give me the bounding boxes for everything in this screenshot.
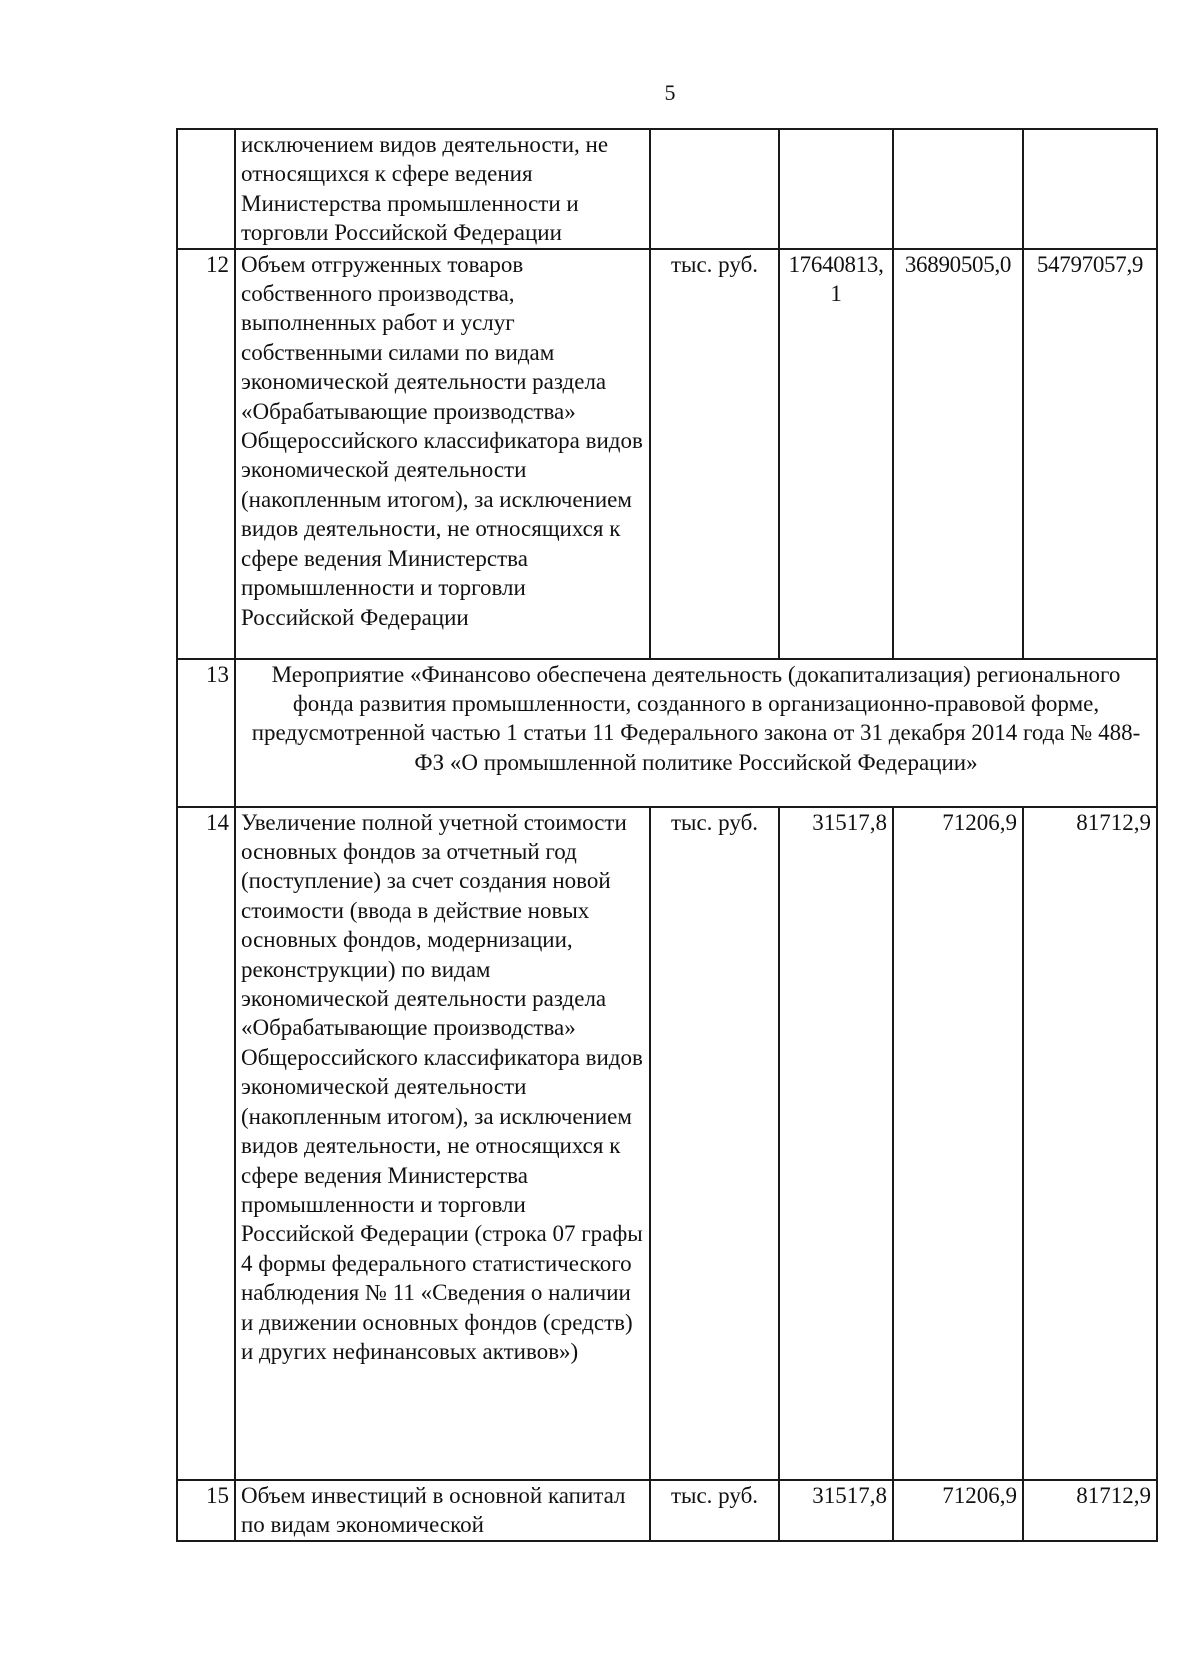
table-row <box>177 249 1157 659</box>
event-heading: Мероприятие «Финансово обеспечена деятельность (докапитализация) регионального фонда развития промышленности, созданного в организационно-правовой форме, предусмотренной частью 1 статьи 11 Федерального закона от 31 декабря 2014 года № 488-ФЗ «О промышленной политике Российской Федерации» <box>235 659 1157 807</box>
indicator-name: исключением видов деятельности, не относящихся к сфере ведения Министерства промышленности и торговли Российской Федерации <box>235 129 650 249</box>
row-number <box>177 129 235 249</box>
row-number: 13 <box>177 659 235 807</box>
value-year-1 <box>779 249 893 659</box>
value-year-1-line-1: 17640813, <box>788 251 884 277</box>
table-row <box>177 129 1157 249</box>
value-year-1: 31517,8 <box>779 807 893 1480</box>
value-year-3: 54797057,9 <box>1023 249 1157 659</box>
row-number: 15 <box>177 1480 235 1541</box>
value-year-2: 71206,9 <box>893 1480 1023 1541</box>
value-year-1: 31517,8 <box>779 1480 893 1541</box>
indicator-name: Увеличение полной учетной стоимости основных фондов за отчетный год (поступление) за счет создания новой стоимости (ввода в действие новых основных фондов, модернизации, реконструкции) по видам экономической деятельности раздела «Обрабатывающие производства» Общероссийского классификатора видов экономической деятельности (накопленным итогом), за исключением видов деятельности, не относящихся к сфере ведения Министерства промышленности и торговли Российской Федерации (строка 07 графы 4 формы федерального статистического наблюдения № 11 «Сведения о наличии и движении основных фондов (средств) и других нефинансовых активов») <box>235 807 650 1480</box>
value-year-3: 81712,9 <box>1023 807 1157 1480</box>
table-row <box>177 1480 1157 1541</box>
row-number: 12 <box>177 249 235 659</box>
table-row <box>177 659 1157 807</box>
value-year-2: 36890505,0 <box>893 249 1023 659</box>
value-year-1-line-2: 1 <box>830 281 842 307</box>
unit-cell <box>650 129 779 249</box>
value-year-3: 81712,9 <box>1023 1480 1157 1541</box>
table-row <box>177 807 1157 1480</box>
value-year-1 <box>779 129 893 249</box>
unit-cell: тыс. руб. <box>650 807 779 1480</box>
unit-cell: тыс. руб. <box>650 1480 779 1541</box>
row-number: 14 <box>177 807 235 1480</box>
indicator-name: Объем отгруженных товаров собственного производства, выполненных работ и услуг собственными силами по видам экономической деятельности раздела «Обрабатывающие производства» Общероссийского классификатора видов экономической деятельности (накопленным итогом), за исключением видов деятельности, не относящихся к сфере ведения Министерства промышленности и торговли Российской Федерации <box>235 249 650 659</box>
indicators-table <box>176 128 1158 1542</box>
unit-cell: тыс. руб. <box>650 249 779 659</box>
value-year-3 <box>1023 129 1157 249</box>
value-year-2 <box>893 129 1023 249</box>
value-year-2: 71206,9 <box>893 807 1023 1480</box>
indicator-name: Объем инвестиций в основной капитал по видам экономической <box>235 1480 650 1541</box>
page-number: 5 <box>664 80 676 105</box>
